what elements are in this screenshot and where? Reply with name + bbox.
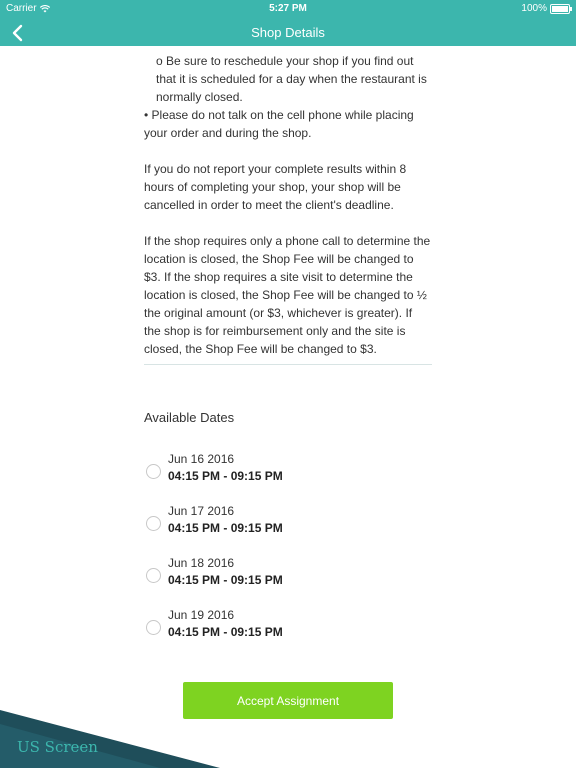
time-range: 04:15 PM - 09:15 PM: [168, 521, 283, 535]
instruction-line: • Please do not talk on the cell phone while placing your order and during the shop.: [144, 108, 414, 140]
battery-icon: [550, 4, 570, 14]
time-range: 04:15 PM - 09:15 PM: [168, 625, 283, 639]
brand-logo-text: US Screen: [17, 738, 98, 756]
instruction-paragraph: If the shop requires only a phone call to determine the location is closed, the Shop Fee will be changed to $3. If the shop requires a site visit to determine the location is closed, the Shop Fee will be changed to ½ the original amount (or $3, whichever is greater). If the shop is for reimbursement only and the site is closed, the Shop Fee will be changed to $3.: [144, 234, 431, 356]
date-label: Jun 17 2016: [168, 504, 235, 518]
status-bar: [0, 0, 576, 18]
instruction-line: o Be sure to reschedule your shop if you find out that it is scheduled for a day when the restaurant is normally closed.: [156, 54, 427, 104]
carrier-label: Carrier: [6, 3, 37, 14]
radio-button[interactable]: [146, 464, 161, 479]
battery-info: [521, 3, 570, 14]
accept-assignment-button[interactable]: Accept Assignment: [183, 682, 393, 719]
date-option[interactable]: [144, 608, 444, 648]
status-time: 5:27 PM: [269, 3, 307, 14]
date-option[interactable]: [144, 504, 444, 544]
radio-button[interactable]: [146, 568, 161, 583]
date-label: Jun 18 2016: [168, 556, 235, 570]
nav-bar: [0, 18, 576, 46]
instruction-paragraph: If you do not report your complete results within 8 hours of completing your shop, your shop will be cancelled in order to meet the client's deadline.: [144, 162, 407, 212]
radio-button[interactable]: [146, 516, 161, 531]
available-dates-heading: Available Dates: [144, 410, 235, 425]
date-option[interactable]: [144, 556, 444, 596]
date-label: Jun 19 2016: [168, 608, 235, 622]
divider: [144, 358, 432, 365]
battery-percent: 100%: [521, 3, 547, 14]
radio-button[interactable]: [146, 620, 161, 635]
page-title: Shop Details: [251, 25, 325, 40]
time-range: 04:15 PM - 09:15 PM: [168, 573, 283, 587]
time-range: 04:15 PM - 09:15 PM: [168, 469, 283, 483]
date-label: Jun 16 2016: [168, 452, 235, 466]
shop-instructions: [144, 52, 432, 365]
date-option[interactable]: [144, 452, 444, 492]
